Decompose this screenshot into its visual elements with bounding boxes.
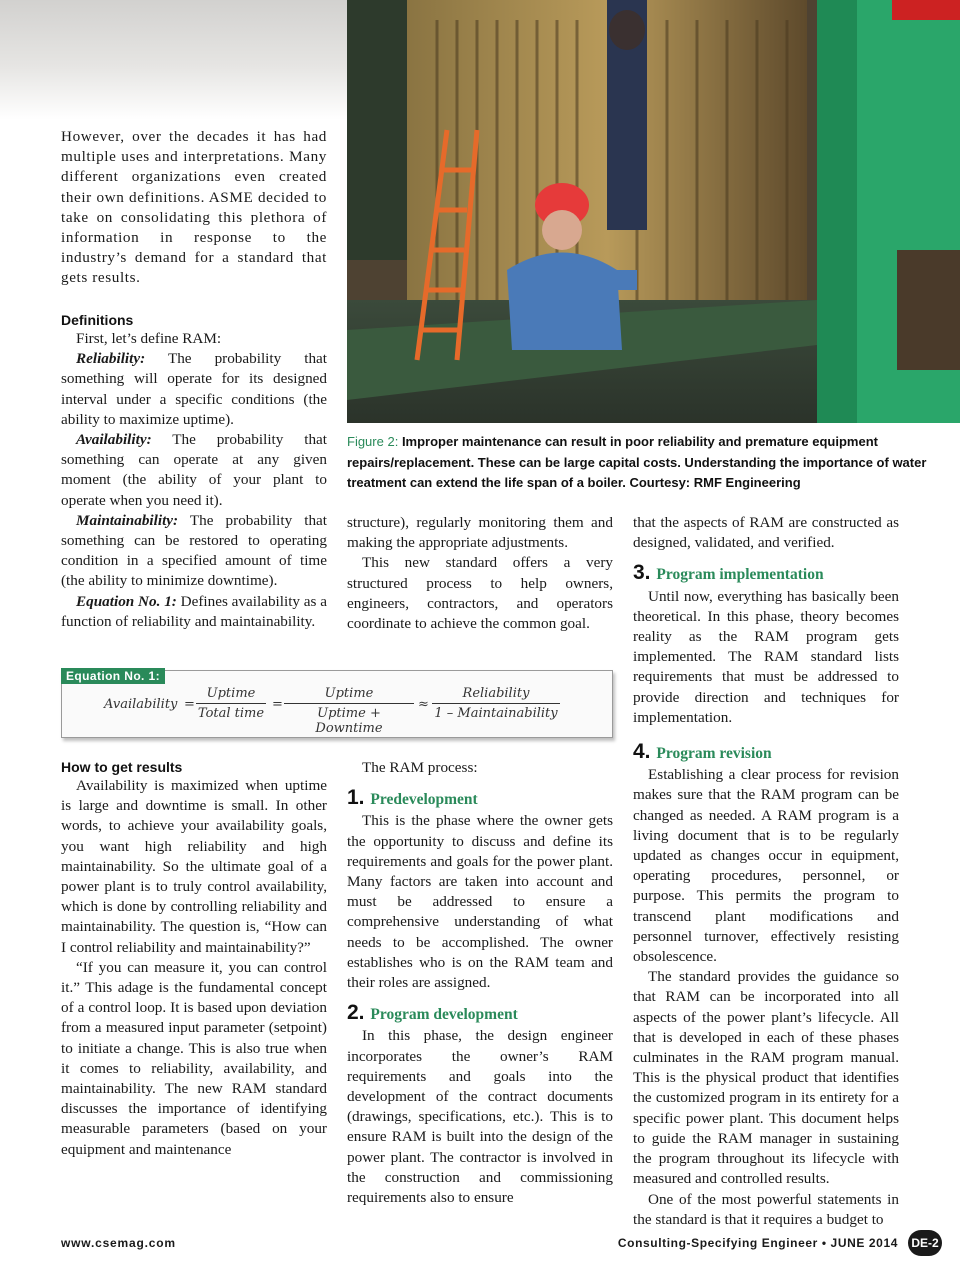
col3-paragraph-1: that the aspects of RAM are constructed as designed, validated, and verified.	[633, 514, 899, 552]
page-top-gradient	[0, 0, 348, 120]
section-3-heading: 3. Program implementation	[633, 561, 824, 585]
section-4-heading: 4. Program revision	[633, 740, 772, 764]
section-3-text: Until now, everything has basically been theoretical. In this phase, theory becomes reality as the RAM program gets implemented. The RAM standard lists requirements that must be addressed to provide direction and techniques for implementation.	[633, 587, 899, 726]
definition-reliability: Reliability: The probability that something will operate for its designed interval under a specific conditions (the ability to maximize uptime).	[61, 350, 327, 428]
fraction-1: Uptime Total time	[197, 686, 265, 721]
equation-approx: ≈	[418, 697, 429, 712]
ram-process-section	[347, 758, 613, 1208]
figure-caption	[347, 432, 927, 494]
results-paragraph-2: “If you can measure it, you can control it.” This adage is the fundamental concept of a control loop. It is based upon deviation from a measured input parameter (setpoint) to initiate a change. This is also true when it comes to reliability, availability, and maintainability. The new RAM standard discusses the importance of identifying measurable parameters (based on your equipment and maintenance	[61, 958, 327, 1158]
figure-photo-boiler-repair	[347, 0, 960, 423]
results-paragraph-1: Availability is maximized when uptime is large and downtime is small. In other words, to achieve your availability goals, you want high reliability and high maintainability. So the ultimate goal of a power plant is to truly control availability, which is done by controlling reliability and maintainability. The question is, “How can I control reliability and maintainability?”	[61, 777, 327, 956]
definition-equation: Equation No. 1: Defines availability as a function of reliability and maintainability.	[61, 592, 327, 630]
col2-paragraph-2: This new standard offers a very structured process to help owners, engineers, contractors, and operators coordinate to achieve the common goal.	[347, 554, 613, 633]
process-intro: The RAM process:	[362, 759, 478, 776]
footer-website: www.csemag.com	[61, 1236, 176, 1250]
column-3	[633, 513, 899, 1230]
section-2-heading: 2. Program development	[347, 1001, 518, 1025]
equation-label: Equation No. 1:	[61, 668, 165, 684]
section-1-text: This is the phase where the owner gets the opportunity to discuss and define its requirements and goals for the power plant. Many factors are taken into account and must be addressed to ensure a comprehensive understanding of what needs to be accomplished. The owner establishes who is on the RAM team and their roles are assigned.	[347, 812, 613, 992]
figure-label: Figure 2:	[347, 434, 399, 449]
footer-publication: Consulting-Specifying Engineer • JUNE 2014	[617, 1236, 898, 1250]
figure-caption-text: Improper maintenance can result in poor reliability and premature equipment repairs/replacement. These can be large capital costs. Understanding the importance of water treatment can extend the life span of a boiler. Courtesy: RMF Engineering	[347, 434, 927, 490]
intro-paragraph	[61, 127, 327, 289]
boiler-photo-illustration	[347, 0, 960, 423]
page-number-badge: DE-2	[908, 1230, 942, 1256]
section-2-text: In this phase, the design engineer incorporates the owner’s RAM requirements and goals into the development of the contract documents (drawings, specifications, etc.). This is to ensure RAM is built into the design of the power plant. The contractor is involved in the construction and commissioning requirements also to ensure	[347, 1027, 613, 1207]
equation-lhs: Availability	[104, 697, 178, 712]
definition-availability: Availability: The probability that something can operate at any given moment (the ability of your plant to operate when you need it).	[61, 431, 327, 509]
column-2-top	[347, 513, 613, 634]
how-to-get-results-section	[61, 758, 327, 1160]
col3-standard-paragraph: The standard provides the guidance so that RAM can be incorporated into all aspects of the power plant’s lifecycle. All that is developed in each of these phases culminates in the RAM program manual. This is the physical product that identifies the customized program in its entirety for a specific power plant. This document helps to guide the RAM manager in sustaining the program throughout its lifecycle with measured and controlled results.	[633, 968, 899, 1188]
fraction-3: Reliability 1 – Maintainability	[432, 686, 560, 721]
worker-figure	[507, 253, 622, 351]
fraction-2: Uptime Uptime + Downtime	[284, 686, 414, 736]
definitions-lead: First, let’s define RAM:	[76, 330, 222, 347]
definitions-section	[61, 311, 327, 632]
results-heading: How to get results	[61, 759, 183, 775]
section-1-heading: 1. Predevelopment	[347, 786, 478, 810]
col2-paragraph-1: structure), regularly monitoring them and making the appropriate adjustments.	[347, 514, 613, 552]
equation-equals-2: =	[272, 697, 283, 712]
definition-maintainability: Maintainability: The probability that something can be restored to operating condition in a specified amount of time (the ability to minimize downtime).	[61, 511, 328, 590]
equation-equals-1: =	[184, 697, 195, 712]
col3-last-paragraph: One of the most powerful statements in the standard is that it requires a budget to	[633, 1190, 899, 1228]
section-4-text: Establishing a clear process for revision makes sure that the RAM program can be changed as needed. A RAM program is a living document that is to be regularly updated as changes occur in equipment, operating procedures, personnel, or purpose. This permits the program to transcend plant modifications and personnel turnover, effectively resisting obsolescence.	[633, 766, 899, 966]
definitions-heading: Definitions	[61, 312, 134, 328]
intro-text: However, over the decades it has had multiple uses and interpretations. Many different organizations even created their own definitions. ASME decided to take on consolidating this plethora of information in response to the industry’s demand for a standard that gets results.	[61, 128, 327, 287]
